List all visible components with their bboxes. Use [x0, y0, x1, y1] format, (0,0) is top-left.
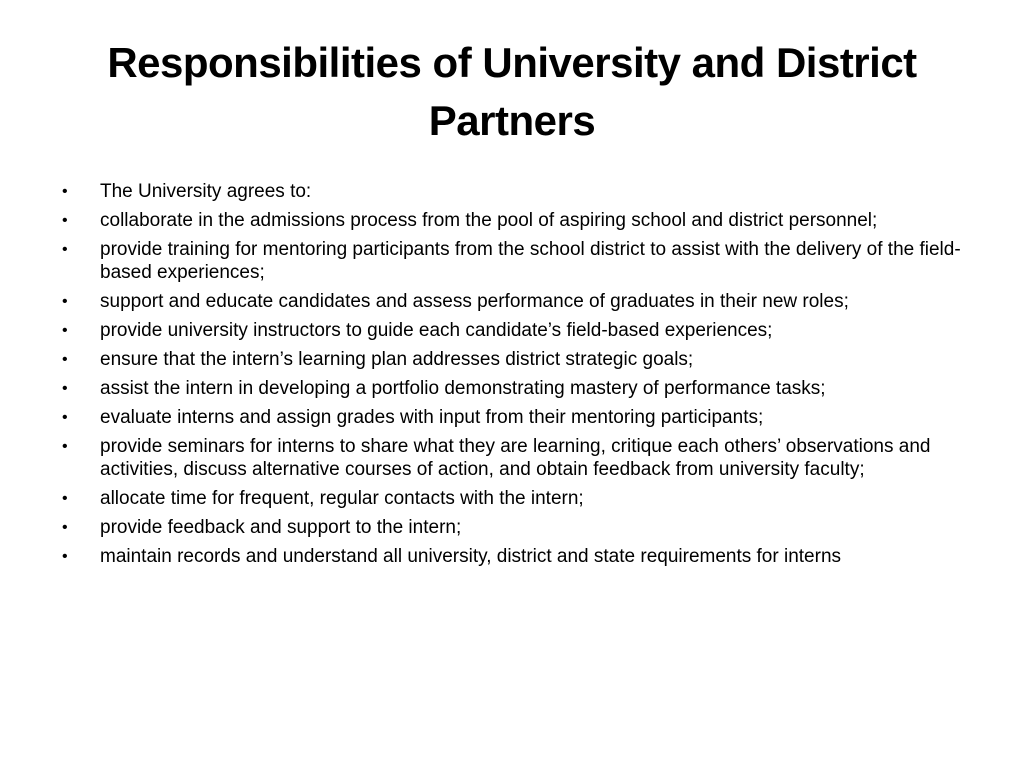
bullet-icon: •: [62, 293, 68, 310]
list-item-text: allocate time for frequent, regular contacts with the intern;: [100, 488, 584, 509]
list-item: [62, 290, 962, 313]
bullet-icon: •: [62, 409, 68, 426]
list-item: [62, 180, 962, 203]
bullet-icon: •: [62, 351, 68, 368]
bullet-icon: •: [62, 548, 68, 565]
bullet-icon: •: [62, 241, 68, 258]
slide-title: Responsibilities of University and District Partners: [107, 39, 917, 144]
list-item: [62, 348, 962, 371]
list-item: [62, 516, 962, 539]
bullet-icon: •: [62, 490, 68, 507]
list-item-text: The University agrees to:: [100, 181, 312, 202]
list-item-text: support and educate candidates and assess performance of graduates in their new roles;: [100, 291, 849, 312]
list-item: [62, 238, 962, 284]
bullet-icon: •: [62, 322, 68, 339]
list-item-text: collaborate in the admissions process from the pool of aspiring school and district personnel;: [100, 210, 878, 231]
list-item-text: provide feedback and support to the intern;: [100, 517, 462, 538]
list-item-text: provide seminars for interns to share what they are learning, critique each others’ observations and activities, discuss alternative courses of action, and obtain feedback from university faculty;: [100, 436, 931, 480]
list-item-text: provide training for mentoring participants from the school district to assist with the delivery of the field-based experiences;: [100, 239, 961, 283]
list-item: [62, 487, 962, 510]
bullet-icon: •: [62, 519, 68, 536]
list-item: [62, 435, 962, 481]
list-item-text: evaluate interns and assign grades with input from their mentoring participants;: [100, 407, 764, 428]
list-item: [62, 406, 962, 429]
list-item: [62, 377, 962, 400]
bullet-list: [62, 180, 962, 574]
bullet-icon: •: [62, 438, 68, 455]
list-item-text: ensure that the intern’s learning plan addresses district strategic goals;: [100, 349, 694, 370]
list-item: [62, 545, 962, 568]
list-item: [62, 319, 962, 342]
list-item-text: maintain records and understand all university, district and state requirements for interns: [100, 546, 842, 567]
list-item: [62, 209, 962, 232]
bullet-icon: •: [62, 183, 68, 200]
list-item-text: provide university instructors to guide each candidate’s field-based experiences;: [100, 320, 773, 341]
bullet-icon: •: [62, 380, 68, 397]
list-item-text: assist the intern in developing a portfolio demonstrating mastery of performance tasks;: [100, 378, 826, 399]
bullet-icon: •: [62, 212, 68, 229]
